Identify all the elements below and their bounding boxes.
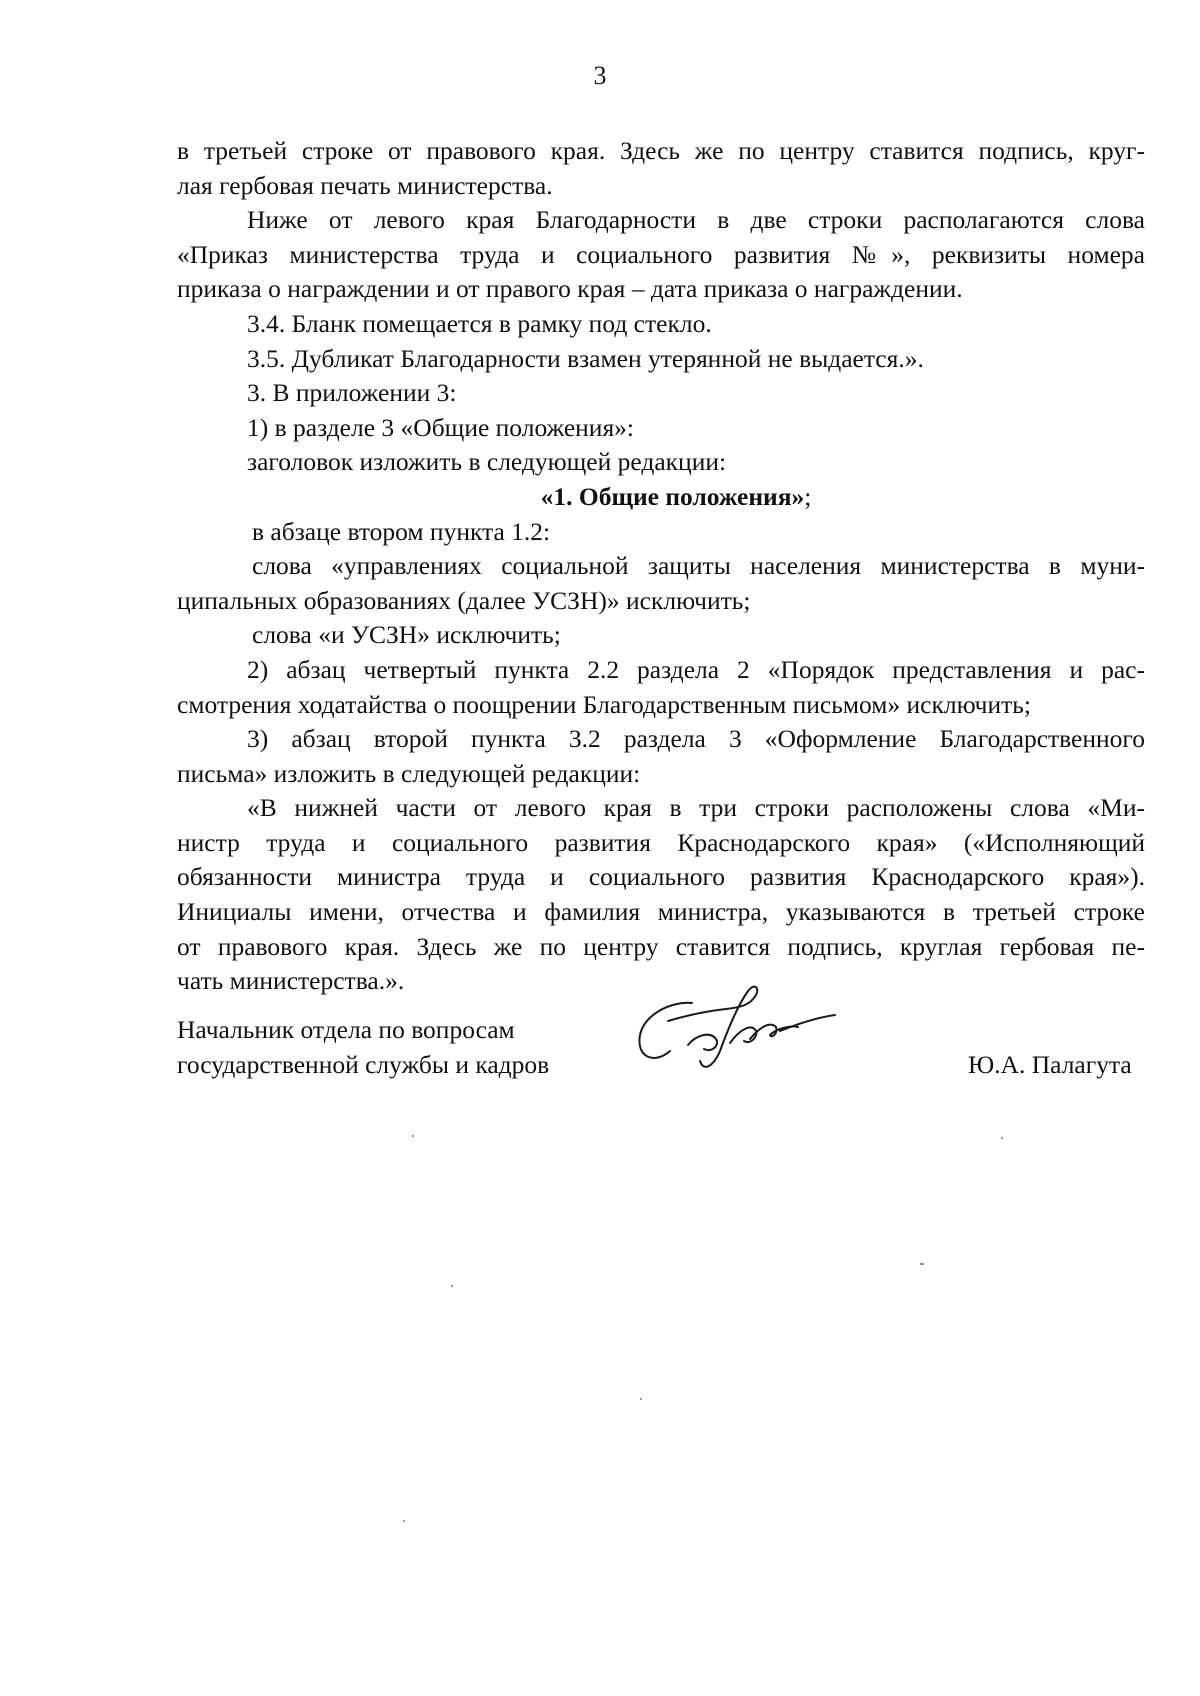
paragraph-line: «Приказ министерства труда и социального развития №», реквизиты номера [177,239,1145,269]
paragraph-line: в абзаце втором пункта 1.2: [252,516,551,546]
paragraph-line: Инициалы имени, отчества и фамилия министра, указываются в третьей строке [177,897,1145,927]
heading-suffix: ; [804,481,812,511]
signatory-name: Ю.А. Палагута [968,1050,1132,1079]
paragraph-line: ципальных образованиях (далее УСЗН)» исключить; [177,585,751,615]
paragraph-line: Ниже от левого края Благодарности в две строки располагаются слова [247,205,1145,235]
paragraph-line: чать министерства.». [177,966,405,996]
paragraph-line: от правового края. Здесь же по центру ставится подпись, круглая гербовая пе- [177,931,1145,961]
paragraph-line: заголовок изложить в следующей редакции: [247,447,727,477]
paragraph-line: слова «управлениях социальной защиты населения министерства в муни- [252,551,1145,581]
scan-speck [412,1135,414,1137]
paragraph-line: лая гербовая печать министерства. [177,170,553,200]
paragraph-line: слова «и УСЗН» исключить; [252,620,561,650]
scan-speck [451,1285,453,1287]
signatory-position [177,1012,549,1082]
section-heading-line [177,480,1145,515]
paragraph-line: 3.4. Бланк помещается в рамку под стекло. [247,308,712,338]
paragraph-line: 3.5. Дубликат Благодарности взамен утерянной не выдается.». [247,343,924,373]
scan-speck [920,1263,924,1265]
signatory-position-line: государственной службы и кадров [177,1050,550,1079]
scan-speck [1001,1137,1003,1139]
scan-speck [640,1398,642,1400]
handwritten-signature-icon [630,965,840,1085]
scan-speck [403,1520,405,1522]
page-number: 3 [593,61,607,90]
paragraph-line: в третьей строке от правового края. Здесь же по центру ставится подпись, круг- [177,136,1145,165]
paragraph-line: нистр труда и социального развития Краснодарского края» («Исполняющий [177,827,1145,857]
paragraph-line: 2) абзац четвертый пункта 2.2 раздела 2 «Порядок представления и рас- [247,654,1145,684]
signatory-position-line: Начальник отдела по вопросам [177,1015,515,1044]
paragraph-line: смотрения ходатайства о поощрении Благодарственным письмом» исключить; [177,689,1032,719]
document-body [177,134,1145,999]
paragraph-line: 1) в разделе 3 «Общие положения»: [247,412,635,442]
paragraph-line: 3. В приложении 3: [247,378,457,408]
paragraph-line: 3) абзац второй пункта 3.2 раздела 3 «Оформление Благодарственного [247,724,1145,754]
paragraph-line: приказа о награждении и от правого края – дата приказа о награждении. [177,274,963,304]
paragraph-line: «В нижней части от левого края в три строки расположены слова «Ми- [247,793,1145,823]
paragraph-line: обязанности министра труда и социального развития Краснодарского края»). [177,862,1145,892]
paragraph-line: письма» изложить в следующей редакции: [177,758,641,788]
section-heading: «1. Общие положения» [540,481,805,511]
